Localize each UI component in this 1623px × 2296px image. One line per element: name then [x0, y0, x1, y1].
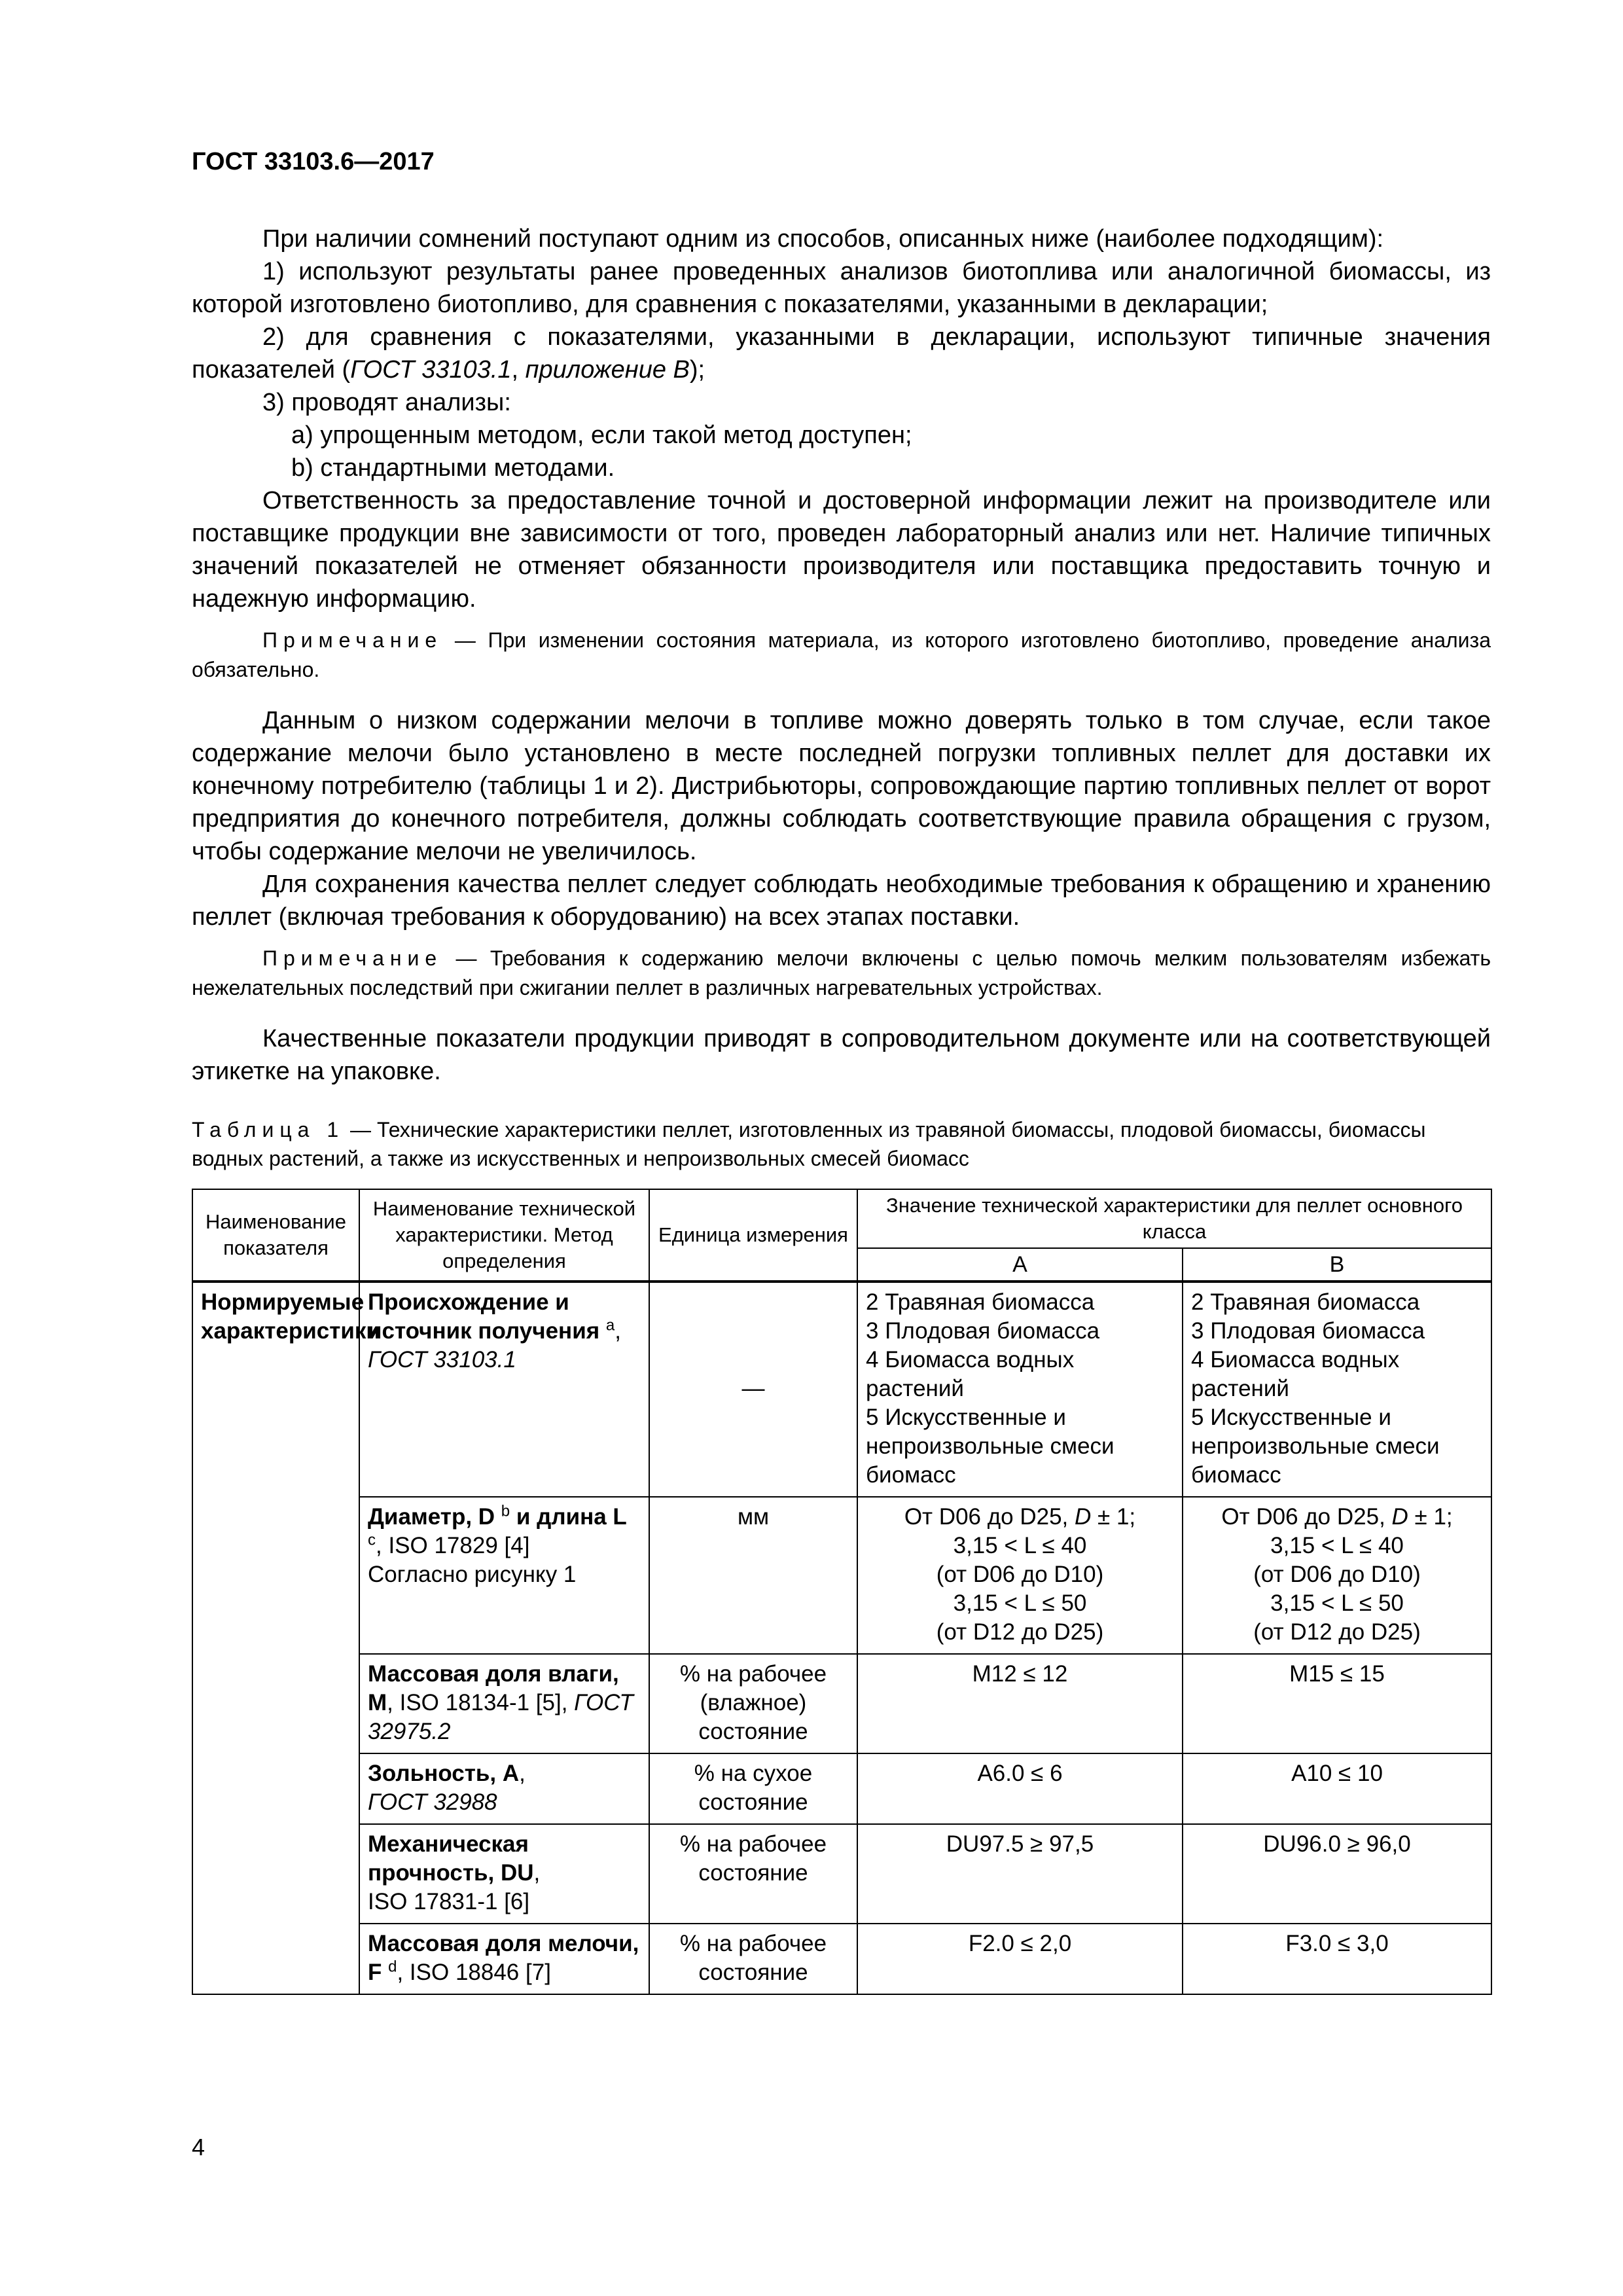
group-label: Нормируемые характеристики: [192, 1282, 359, 1994]
note-label: Примечание: [262, 628, 443, 652]
value-b-cell: От D06 до D25, D ± 1; 3,15 < L ≤ 40 (от D06 до D10) 3,15 < L ≤ 50 (от D12 до D25): [1183, 1497, 1491, 1654]
table-row: [192, 1282, 1491, 1497]
header-unit: Единица измерения: [649, 1189, 857, 1282]
value-b-cell: DU96.0 ≥ 96,0: [1183, 1824, 1491, 1924]
value-b-cell: F3.0 ≤ 3,0: [1183, 1924, 1491, 1994]
spec-table: [192, 1189, 1492, 1995]
gost-reference: ГОСТ 33103.1: [350, 356, 512, 384]
document-header: ГОСТ 33103.6—2017: [192, 148, 435, 175]
unit-cell: % на рабочее состояние: [649, 1824, 857, 1924]
characteristic-cell: Зольность, А, ГОСТ 32988: [359, 1753, 649, 1824]
header-characteristic: Наименование технической характеристики. Метод определения: [359, 1189, 649, 1282]
table-row: [192, 1824, 1491, 1924]
value-b-cell: M15 ≤ 15: [1183, 1654, 1491, 1753]
paragraph: Ответственность за предоставление точной и достоверной информации лежит на производителе или поставщике продукции вне зависимости от того, проведен лабораторный анализ или нет. Наличие типичных значений показателей не отменяет обязанности производителя или поставщика предоставить точную и надежную информацию.: [192, 487, 1491, 613]
value-b-cell: 2 Травяная биомасса 3 Плодовая биомасса 4 Биомасса водных растений 5 Искусственные и непроизвольные смеси биомасс: [1183, 1282, 1491, 1497]
value-a-cell: 2 Травяная биомасса 3 Плодовая биомасса 4 Биомасса водных растений 5 Искусственные и непроизвольные смеси биомасс: [857, 1282, 1183, 1497]
table-caption-label: Таблица 1: [192, 1118, 345, 1141]
characteristic-cell: Массовая доля мелочи, F $^d$, ISO 18846 [7]: [359, 1924, 649, 1994]
paragraph: Качественные показатели продукции приводят в сопроводительном документе или на соответствующей этикетке на упаковке.: [192, 1025, 1491, 1085]
note: Примечание — При изменении состояния материала, из которого изготовлено биотопливо, проведение анализа обязательно.: [192, 628, 1491, 681]
unit-cell: мм: [649, 1497, 857, 1654]
table-row: [192, 1654, 1491, 1753]
value-b-cell: А10 ≤ 10: [1183, 1753, 1491, 1824]
table-row: [192, 1753, 1491, 1824]
unit-cell: % на сухое состояние: [649, 1753, 857, 1824]
value-a-cell: DU97.5 ≥ 97,5: [857, 1824, 1183, 1924]
header-value: Значение технической характеристики для пеллет основного класса: [857, 1189, 1491, 1248]
value-a-cell: M12 ≤ 12: [857, 1654, 1183, 1753]
characteristic-cell: Массовая доля влаги, М, ISO 18134-1 [5], ГОСТ 32975.2: [359, 1654, 649, 1753]
value-a-cell: А6.0 ≤ 6: [857, 1753, 1183, 1824]
note: Примечание — Требования к содержанию мелочи включены с целью помочь мелким пользователям избежать нежелательных последствий при сжигании пеллет в различных нагревательных устройствах.: [192, 946, 1491, 999]
header-class-a: А: [857, 1248, 1183, 1282]
appendix-reference: приложение В: [525, 356, 690, 384]
value-a-cell: От D06 до D25, D ± 1; 3,15 < L ≤ 40 (от D06 до D10) 3,15 < L ≤ 50 (от D12 до D25): [857, 1497, 1183, 1654]
body-text: [192, 223, 1491, 1995]
note-label: Примечание: [262, 946, 443, 970]
paragraph: 2) для сравнения с показателями, указанными в декларации, используют типичные значения показателей (ГОСТ 33103.1, приложение В);: [192, 323, 1491, 384]
list-item: a) упрощенным методом, если такой метод доступен;: [291, 422, 912, 449]
paragraph: При наличии сомнений поступают одним из способов, описанных ниже (наиболее подходящим):: [262, 225, 1384, 253]
header-indicator: Наименование показателя: [192, 1189, 359, 1282]
list-item: b) стандартными методами.: [291, 454, 615, 482]
unit-cell: —: [649, 1282, 857, 1497]
paragraph: 1) используют результаты ранее проведенных анализов биотоплива или аналогичной биомассы, из которой изготовлено биотопливо, для сравнения с показателями, указанными в декларации;: [192, 258, 1491, 318]
characteristic-cell: Происхождение и источник получения $^a$, ГОСТ 33103.1: [359, 1282, 649, 1497]
table-caption: Таблица 1 — Технические характеристики пеллет, изготовленных из травяной биомассы, плодовой биомассы, биомассы водных растений, а также из искусственных и непроизвольных смесей биомасс: [192, 1118, 1426, 1170]
characteristic-cell: Диаметр, D $^b$ и длина L $^c$, ISO 17829 [4] Согласно рисунку 1: [359, 1497, 649, 1654]
unit-cell: % на рабочее (влажное) состояние: [649, 1654, 857, 1753]
table-row: [192, 1924, 1491, 1994]
value-a-cell: F2.0 ≤ 2,0: [857, 1924, 1183, 1994]
characteristic-cell: Механическая прочность, DU, ISO 17831-1 [6]: [359, 1824, 649, 1924]
paragraph: Данным о низком содержании мелочи в топливе можно доверять только в том случае, если такое содержание мелочи было установлено в месте последней погрузки топливных пеллет для доставки их конечному потребителю (таблицы 1 и 2). Дистрибьюторы, сопровождающие партию топливных пеллет от ворот предприятия до конечного потребителя, должны соблюдать соответствующие правила обращения с грузом, чтобы содержание мелочи не увеличилось.: [192, 707, 1491, 865]
table-row: [192, 1497, 1491, 1654]
paragraph: 3) проводят анализы:: [262, 389, 511, 416]
unit-cell: % на рабочее состояние: [649, 1924, 857, 1994]
header-class-b: В: [1183, 1248, 1491, 1282]
paragraph: Для сохранения качества пеллет следует соблюдать необходимые требования к обращению и хранению пеллет (включая требования к оборудованию) на всех этапах поставки.: [192, 870, 1491, 931]
page-number: 4: [192, 2134, 205, 2161]
